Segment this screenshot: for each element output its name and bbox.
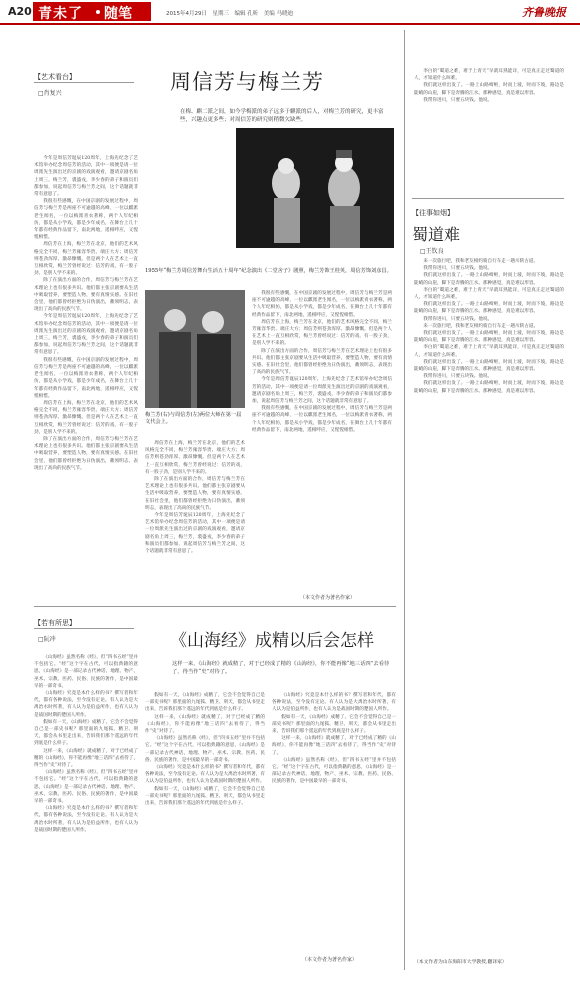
paragraph: 除了在演出方面的合作，周信芳与梅兰芳在艺术理论上也有很多共识。他们都主张京剧要从生活中吸取营养，要塑造人物，要有真情实感。在旧社会里，他们都曾经拒绝为日伪演出，蓄须明志，表现出了高尚的民族气节。 xyxy=(145,477,245,511)
paragraph: 除了在演出方面的合作，周信芳与梅兰芳在艺术理论上也有很多共识。他们都主张京剧要从生活中吸取营养，要塑造人物，要有真情实感。在旧社会里，他们都曾经拒绝为日伪演出，蓄须明志，表现出了高尚的民族气节。 xyxy=(34,278,138,313)
paragraph: 这样一来，《山海经》就成精了，对于已经成了精的《山海经》，你不能再像“地三话四”去看待了，得当作“史”对待了。 xyxy=(145,714,265,735)
masthead xyxy=(0,0,580,24)
paragraph: 来一次旅行吧，我和老友相约骑自行车走一趟川陕古道。 xyxy=(423,259,539,264)
photo2-caption: 梅兰芳(右)与周信芳(左)两位大师在第一届文代会上。 xyxy=(145,412,242,425)
article2-title: 蜀道难 xyxy=(412,225,461,244)
paragraph: 假如有一天，《山海经》成精了，它会不会觉得自己是一部史书呢？那里面的九尾狐、精卫、刑天，都会从书里走出来，告诉我们那个遥远的年代到底是什么样子。 xyxy=(145,786,265,807)
stage-figures-image xyxy=(236,128,394,248)
paragraph: 我们就这样出发了。一路上山路崎岖，时而上坡，时而下坡，路边是陡峭的山崖，脚下是奔腾的江水。那种感觉，真是难以形容。 xyxy=(414,83,564,96)
article1-body-col1 xyxy=(34,155,138,585)
paragraph: 今年是周信芳诞辰120周年，上海先纪念了艺术馆举办纪念周信芳的活动，其中一项便是请一位周派先生演出过的京剧的戏演观看，邀请京剧名角上周三，梅兰芳，裘盛戎，李少春的弟子和演员们都参加，说起周信芳与梅兰芳之间，这个话题就非常有意思了。 xyxy=(145,513,245,555)
divider xyxy=(34,628,134,629)
paragraph: 除了在演出方面的合作，周信芳与梅兰芳在艺术理论上也有很多共识。他们都主张京剧要从生活中吸取营养，要塑造人物，要有真情实感。在旧社会里，他们都曾经拒绝为日伪演出，蓄须明志，表现出了高尚的民族气节。 xyxy=(252,348,392,376)
section-title: 青未了 xyxy=(38,6,83,22)
paragraph: 《山海经》虽然名称《经》，但“四书五经”里并不包括它。“经”这个字在古代，可以指典籍的意思，《山海经》是一部记录古代神话、地理、物产、巫术、宗教、医药、民俗、民族的著作，是中国最早的一部奇书。 xyxy=(145,736,265,763)
column-label-art: 【艺术看台】 xyxy=(34,73,76,81)
section-dot xyxy=(96,10,100,14)
article3-title: 《山海经》成精以后会怎样 xyxy=(170,631,374,651)
page-number: A20 xyxy=(8,5,32,18)
paragraph: 这样一来，《山海经》就成精了，对于已经成了精的《山海经》，你不能再像“地三话四”去看待了，得当作“史”对待了。 xyxy=(34,748,138,769)
article3-body-col2 xyxy=(145,692,265,964)
paragraph: 李白的“蜀道之难，难于上青天”早就耳熟能详，可是真正走过蜀道的人，才知道什么叫难。 xyxy=(414,69,564,82)
author-past: □王钦良 xyxy=(420,248,444,255)
paragraph: 《山海经》究竟是本什么样的书？撰写者和年代，都有各种说法，至今没有定论。有人认为是大禹治水时所著，有人认为是伯益所作，也有人认为是战国时期的楚国人所作。 xyxy=(145,765,265,785)
logo: 齐鲁晚报 xyxy=(522,6,566,19)
column-label-thoughts: 【若有所思】 xyxy=(34,619,76,627)
paragraph: 我带你进川，只要五块钱。他说。 xyxy=(423,266,493,272)
paragraph: 来一次旅行吧，我和老友相约骑自行车走一趟川陕古道。 xyxy=(423,323,539,329)
article2-body xyxy=(414,258,564,958)
paragraph: 我带你进川，只要五块钱。他说。 xyxy=(423,374,493,380)
date-line: 2015年4月29日 星期三 编辑 孔昕 美编 马晓迪 xyxy=(166,11,293,17)
paragraph: 《山海经》虽然名称《经》，但“四书五经”里并不包括它。“经”这个字在古代，可以指典籍的意思，《山海经》是一部记录古代神话、地理、物产、巫术、宗教、医药、民俗、民族的著作，是中国最早的一部奇书。 xyxy=(34,770,138,805)
column-label-past: 【往事如烟】 xyxy=(412,209,454,217)
paragraph: 我们就这样出发了。一路上山路崎岖，时而上坡，时而下坡，路边是陡峭的山崖，脚下是奔腾的江水。那种感觉，真是难以形容。 xyxy=(414,302,564,315)
article1-title: 周信芳与梅兰芳 xyxy=(170,70,324,94)
paragraph: 假如有一天，《山海经》成精了，它会不会觉得自己是一部史书呢？那里面的九尾狐、精卫、刑天，都会从书里走出来，告诉我们那个遥远的年代到底是什么样子。 xyxy=(145,693,265,713)
article3-lead: 这样一来，《山海经》就成精了，对于已经成了精的《山海经》，你不能再像“地三话四”去看待了，得当作“史”对待了。 xyxy=(172,661,390,675)
paragraph: 《山海经》虽然名称《经》，但“四书五经”里并不包括它。“经”这个字在古代，可以指典籍的意思，《山海经》是一部记录古代神话、地理、物产、巫术、宗教、医药、民俗、民族的著作，是中国最早的一部奇书。 xyxy=(272,757,396,785)
article1-author-note: （本文作者为著名作家） xyxy=(300,595,356,601)
divider xyxy=(34,82,134,83)
paragraph: 我很有些感慨，在中国京剧的发展过程中，周信芳与梅兰芳是两座不可逾越的高峰，一位以麒派老生闻名，一位以梅派青衣著称，两个人年纪相仿，都是从小学戏，都是少年成名，在舞台上几十年都有经典作品留下，南北两地，遥相呼应，又惺惺相惜。 xyxy=(34,199,138,241)
paragraph: 假如有一天，《山海经》成精了，它会不会觉得自己是一部史书呢？那里面的九尾狐、精卫、刑天，都会从书里走出来，告诉我们那个遥远的年代到底是什么样子。 xyxy=(34,719,138,747)
author-art: □肖复兴 xyxy=(38,90,62,97)
paragraph: 周信芳在上海，梅兰芳在北京，他们的艺术风格完全不同，梅兰芳雍容华贵、端庄大方；周信芳则苍劲浑厚、激昂慷慨。但是两个人在艺术上一直互相欣赏，梅兰芳曾经说过：信芳的戏，有一股子劲，是别人学不来的。 xyxy=(34,242,138,277)
article3-author-note: （本文作者为著名作家） xyxy=(302,957,358,963)
photo-two-masters xyxy=(145,290,245,408)
paragraph: 周信芳在上海，梅兰芳在北京，他们的艺术风格完全不同，梅兰芳雍容华贵、端庄大方；周信芳则苍劲浑厚、激昂慷慨。但是两个人在艺术上一直互相欣赏，梅兰芳曾经说过：信芳的戏，有一股子劲，是别人学不来的。 xyxy=(252,319,392,347)
masthead-rule xyxy=(0,23,580,25)
paragraph: 今年是周信芳诞辰120周年，上海先纪念了艺术馆举办纪念周信芳的活动，其中一项便是请一位周派先生演出过的京剧的戏演观看，邀请京剧名角上周三，梅兰芳，裘盛戎，李少春的弟子和演员们都参加，说起周信芳与梅兰芳之间，这个话题就非常有意思了。 xyxy=(252,377,392,405)
article1-body-col2 xyxy=(145,440,245,590)
article1-lead: 在梅、麒二派之间，如今学梅派的弟子远多于麒派的后人，对梅兰芳的研究，更丰富些，兴趣点更多些；对周信芳的研究则稍微欠缺些。 xyxy=(180,109,384,123)
paragraph: 李白的“蜀道之难，难于上青天”早就耳熟能详，可是真正走过蜀道的人，才知道什么叫难。 xyxy=(414,287,564,301)
paragraph: 我带你进川，只要五块钱。他说。 xyxy=(423,97,493,103)
paragraph: 假如有一天，《山海经》成精了，它会不会觉得自己是一部史书呢？那里面的九尾狐、精卫、刑天，都会从书里走出来，告诉我们那个遥远的年代到底是什么样子。 xyxy=(272,714,396,735)
paragraph: 周信芳在上海，梅兰芳在北京，他们的艺术风格完全不同，梅兰芳雍容华贵、端庄大方；周信芳则苍劲浑厚、激昂慷慨。但是两个人在艺术上一直互相欣赏，梅兰芳曾经说过：信芳的戏，有一股子劲，是别人学不来的。 xyxy=(145,441,245,475)
paragraph: 我们就这样出发了。一路上山路崎岖，时而上坡，时而下坡，路边是陡峭的山崖，脚下是奔腾的江水。那种感觉，真是难以形容。 xyxy=(414,381,564,394)
paragraph: 这样一来，《山海经》就成精了，对于已经成了精的《山海经》，你不能再像“地三话四”去看待了，得当作“史”对待了。 xyxy=(272,736,396,756)
paragraph: 《山海经》究竟是本什么样的书？撰写者和年代，都有各种说法，至今没有定论。有人认为是大禹治水时所著，有人认为是伯益所作，也有人认为是战国时期的楚国人所作。 xyxy=(272,693,396,713)
paragraph: 《山海经》虽然名称《经》，但“四书五经”里并不包括它。“经”这个字在古代，可以指典籍的意思，《山海经》是一部记录古代神话、地理、物产、巫术、宗教、医药、民俗、民族的著作，是中国最早的一部奇书。 xyxy=(34,655,138,689)
paragraph: 今年是周信芳诞辰120周年，上海先纪念了艺术馆举办纪念周信芳的活动，其中一项便是请一位周派先生演出过的京剧的戏演观看，邀请京剧名角上周三，梅兰芳，裘盛戎，李少春的弟子和演员们都参加，说起周信芳与梅兰芳之间，这个话题就非常有意思了。 xyxy=(34,314,138,356)
article2-continued xyxy=(414,68,564,188)
section-subtitle: 随笔 xyxy=(104,6,132,22)
article2-author-note: （本文作者为山东海阳市大学教授,翻译家） xyxy=(414,960,507,965)
article3-body-col1 xyxy=(34,654,138,964)
article3-body-col3 xyxy=(272,692,396,954)
paragraph: 我很有些感慨，在中国京剧的发展过程中，周信芳与梅兰芳是两座不可逾越的高峰，一位以麒派老生闻名，一位以梅派青衣著称，两个人年纪相仿，都是从小学戏，都是少年成名，在舞台上几十年都有经典作品留下，南北两地，遥相呼应，又惺惺相惜。 xyxy=(252,406,392,433)
author-thoughts: □阮冲 xyxy=(38,636,56,643)
article1-body-col3 xyxy=(252,290,392,590)
divider xyxy=(34,606,396,607)
paragraph: 李白的“蜀道之难，难于上青天”早就耳熟能详，可是真正走过蜀道的人，才知道什么叫难。 xyxy=(414,345,564,358)
paragraph: 我们就这样出发了。一路上山路崎岖，时而上坡，时而下坡，路边是陡峭的山崖，脚下是奔腾的江水。那种感觉，真是难以形容。 xyxy=(414,331,564,344)
paragraph: 《山海经》究竟是本什么样的书？撰写者和年代，都有各种说法，至今没有定论。有人认为是大禹治水时所著，有人认为是伯益所作，也有人认为是战国时期的楚国人所作。 xyxy=(34,691,138,718)
photo-stage-performance xyxy=(236,128,394,248)
paragraph: 《山海经》究竟是本什么样的书？撰写者和年代，都有各种说法，至今没有定论。有人认为是大禹治水时所著，有人认为是伯益所作，也有人认为是战国时期的楚国人所作。 xyxy=(34,806,138,833)
paragraph: 我们就这样出发了。一路上山路崎岖，时而上坡，时而下坡，路边是陡峭的山崖，脚下是奔腾的江水。那种感觉，真是难以形容。 xyxy=(414,359,564,373)
paragraph: 我带你进川，只要五块钱。他说。 xyxy=(423,316,493,322)
photo1-caption: 1955年“梅兰芳周信芳舞台生活五十周年”纪念演出《二堂舍子》剧照，梅兰芳饰王桂英，周信芳饰刘彦昌。 xyxy=(145,268,392,274)
portrait-image xyxy=(145,290,245,408)
paragraph: 周信芳在上海，梅兰芳在北京，他们的艺术风格完全不同，梅兰芳雍容华贵、端庄大方；周信芳则苍劲浑厚、激昂慷慨。但是两个人在艺术上一直互相欣赏，梅兰芳曾经说过：信芳的戏，有一股子劲，是别人学不来的。 xyxy=(34,400,138,435)
divider xyxy=(412,198,564,199)
paragraph: 今年是周信芳诞辰120周年，上海先纪念了艺术馆举办纪念周信芳的活动，其中一项便是请一位周派先生演出过的京剧的戏演观看，邀请京剧名角上周三，梅兰芳，裘盛戎，李少春的弟子和演员们都参加，说起周信芳与梅兰芳之间，这个话题就非常有意思了。 xyxy=(34,156,138,198)
paragraph: 我很有些感慨，在中国京剧的发展过程中，周信芳与梅兰芳是两座不可逾越的高峰，一位以麒派老生闻名，一位以梅派青衣著称，两个人年纪相仿，都是从小学戏，都是少年成名，在舞台上几十年都有经典作品留下，南北两地，遥相呼应，又惺惺相惜。 xyxy=(34,357,138,399)
paragraph: 我们就这样出发了。一路上山路崎岖，时而上坡，时而下坡，路边是陡峭的山崖，脚下是奔腾的江水。那种感觉，真是难以形容。 xyxy=(414,273,564,286)
vertical-divider xyxy=(404,30,405,970)
paragraph: 我很有些感慨，在中国京剧的发展过程中，周信芳与梅兰芳是两座不可逾越的高峰，一位以麒派老生闻名，一位以梅派青衣著称，两个人年纪相仿，都是从小学戏，都是少年成名，在舞台上几十年都有经典作品留下，南北两地，遥相呼应，又惺惺相惜。 xyxy=(252,291,392,318)
paragraph: 除了在演出方面的合作，周信芳与梅兰芳在艺术理论上也有很多共识。他们都主张京剧要从生活中吸取营养，要塑造人物，要有真情实感。在旧社会里，他们都曾经拒绝为日伪演出，蓄须明志，表现出了高尚的民族气节。 xyxy=(34,436,138,471)
